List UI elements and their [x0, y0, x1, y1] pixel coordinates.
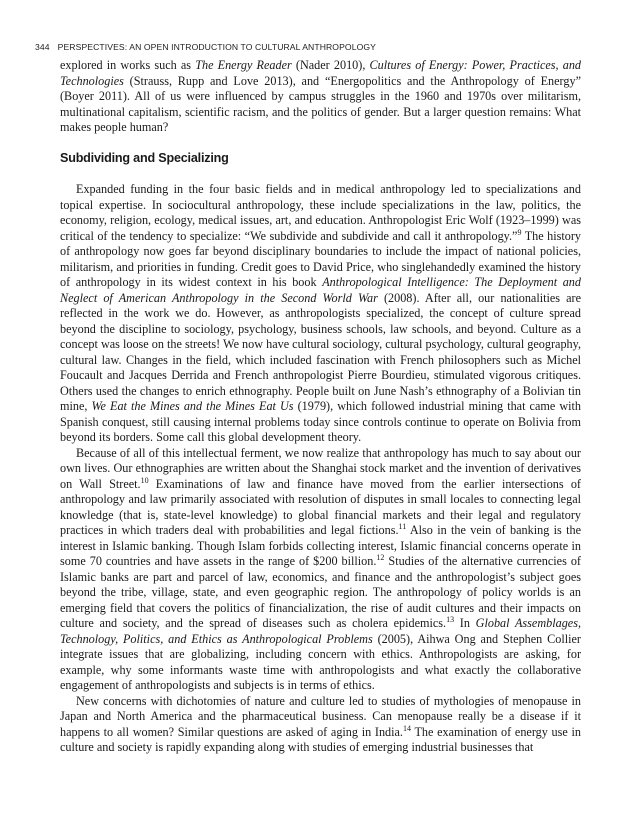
text-run: (Nader 2010),: [291, 58, 370, 72]
paragraph-1: [60, 182, 581, 446]
paragraph-2: [60, 446, 581, 694]
top-paragraph: [60, 58, 581, 136]
book-title: Anthropological Intelligence: The Deployment and Neglect of American Anthropology in the Second World War: [60, 275, 581, 305]
text-run: (Strauss, Rupp and Love 2013), and “Energopolitics and the Anthropology of Energy” (Boyer 2011). All of us were influenced by campus struggles in the 1960 and 1970s over militarism, multinational capitalism, scientific racism, and the politics of gender. But a larger question remains: What makes people human?: [60, 73, 581, 134]
footnote-marker: 9: [517, 227, 522, 237]
text-run: Examinations of law and finance have moved from the earlier intersections of anthropology and law primarily associated with resolution of disputes in small locales to connecting legal knowledge (that is, state-level knowledge) to global financial markets and their legal and regulatory practices in which traders deal with probabilities and legal fictions.: [60, 476, 581, 537]
text-run: The examination of energy use in culture and society is rapidly expanding along with studies of emerging industrial businesses that: [60, 724, 581, 754]
book-title: Global Assemblages, Technology, Politics, and Ethics as Anthropological Problems: [60, 616, 581, 646]
book-title: Cultures of Energy: Power, Practices, and Technologies: [60, 58, 582, 88]
footnote-marker: 11: [398, 521, 407, 531]
footnote-marker: 13: [446, 614, 455, 624]
text-run: (2008). After all, our nationalities are reflected in the work we do. However, as anthropologists specialized, the concept of culture spread beyond the discipline to sociology, psychology, business schools, law schools, and beyond. Culture as a concept was loose on the streets! We now have cultural sociology, cultural psychology, cultural geography, cultural law. Changes in the field, which included fascination with French philosophers such as Michel Foucault and Jacques Derrida and French anthropologist Pierre Bourdieu, stimulated vigorous critiques. Others used the changes to enrich ethnography. People built on June Nash’s ethnography of a Bolivian tin mine,: [60, 290, 581, 413]
text-run: Studies of the alternative currencies of Islamic banks are part and parcel of law, economics, and finance and the anthropologist’s subject goes beyond the tribe, village, state, and even geographic region. The anthropology of policy worlds is an emerging field that covers the politics of financialization, the rise of audit cultures and their impacts on culture and society, and the spread of diseases such as cholera epidemics.: [60, 554, 581, 630]
running-head: [35, 42, 376, 52]
running-head-title: PERSPECTIVES: AN OPEN INTRODUCTION TO CULTURAL ANTHROPOLOGY: [57, 42, 376, 52]
footnote-marker: 12: [376, 552, 385, 562]
text-run: (1979), which followed industrial mining that came with Spanish conquest, still causing internal problems today since controls continue to operate on Bolivia from beyond its borders. Some call this global development theory.: [60, 399, 581, 444]
main-text-block: [60, 182, 581, 756]
paragraph-3: [60, 694, 581, 756]
text-run: Expanded funding in the four basic fields and in medical anthropology led to specializations and topical expertise. In sociocultural anthropology, these include specializations in the law, politics, the economy, religion, ecology, medical issues, art, and education. Anthropologist Eric Wolf (1923–1999) was critical of the tendency to specialize: “We subdivide and subdivide and call it anthropology.”: [60, 182, 581, 243]
text-run: Also in the vein of banking is the interest in Islamic banking. Though Islam forbids collecting interest, Islamic financial concerns operate in some 70 countries and have assets in the range of $200 billion.: [60, 523, 581, 568]
book-title: The Energy Reader: [195, 58, 292, 72]
text-run: The history of anthropology now goes far beyond disciplinary boundaries to include the impact of national policies, militarism, and priorities in funding. Credit goes to David Price, who singlehandedly examined the history of anthropology in its widest context in his book: [60, 228, 581, 289]
text-run: New concerns with dichotomies of nature and culture led to studies of mythologies of menopause in Japan and North America and the pharmaceutical business. Can menopause really be a disease if it happens to all women? Similar questions are asked of aging in India.: [60, 693, 581, 739]
section-heading: Subdividing and Specializing: [60, 151, 229, 165]
footnote-marker: 14: [402, 723, 411, 733]
text-run: explored in works such as: [60, 58, 196, 72]
top-paragraph-block: [60, 58, 581, 136]
text-run: In: [454, 616, 476, 630]
text-run: (2005), Aihwa Ong and Stephen Collier integrate issues that are globalizing, including concern with ethics. Anthropologists are asking, for example, why some informants waste time with anthropologists and what exactly the collaborative engagement of anthropologists and subjects is in terms of ethics.: [60, 631, 581, 692]
page-number: 344: [35, 42, 50, 52]
book-title: We Eat the Mines and the Mines Eat Us: [91, 399, 294, 413]
text-run: Because of all of this intellectual ferment, we now realize that anthropology has much to say about our own lives. Our ethnographies are written about the Shanghai stock market and the invention of derivatives on Wall Street.: [60, 445, 581, 491]
footnote-marker: 10: [140, 475, 149, 485]
